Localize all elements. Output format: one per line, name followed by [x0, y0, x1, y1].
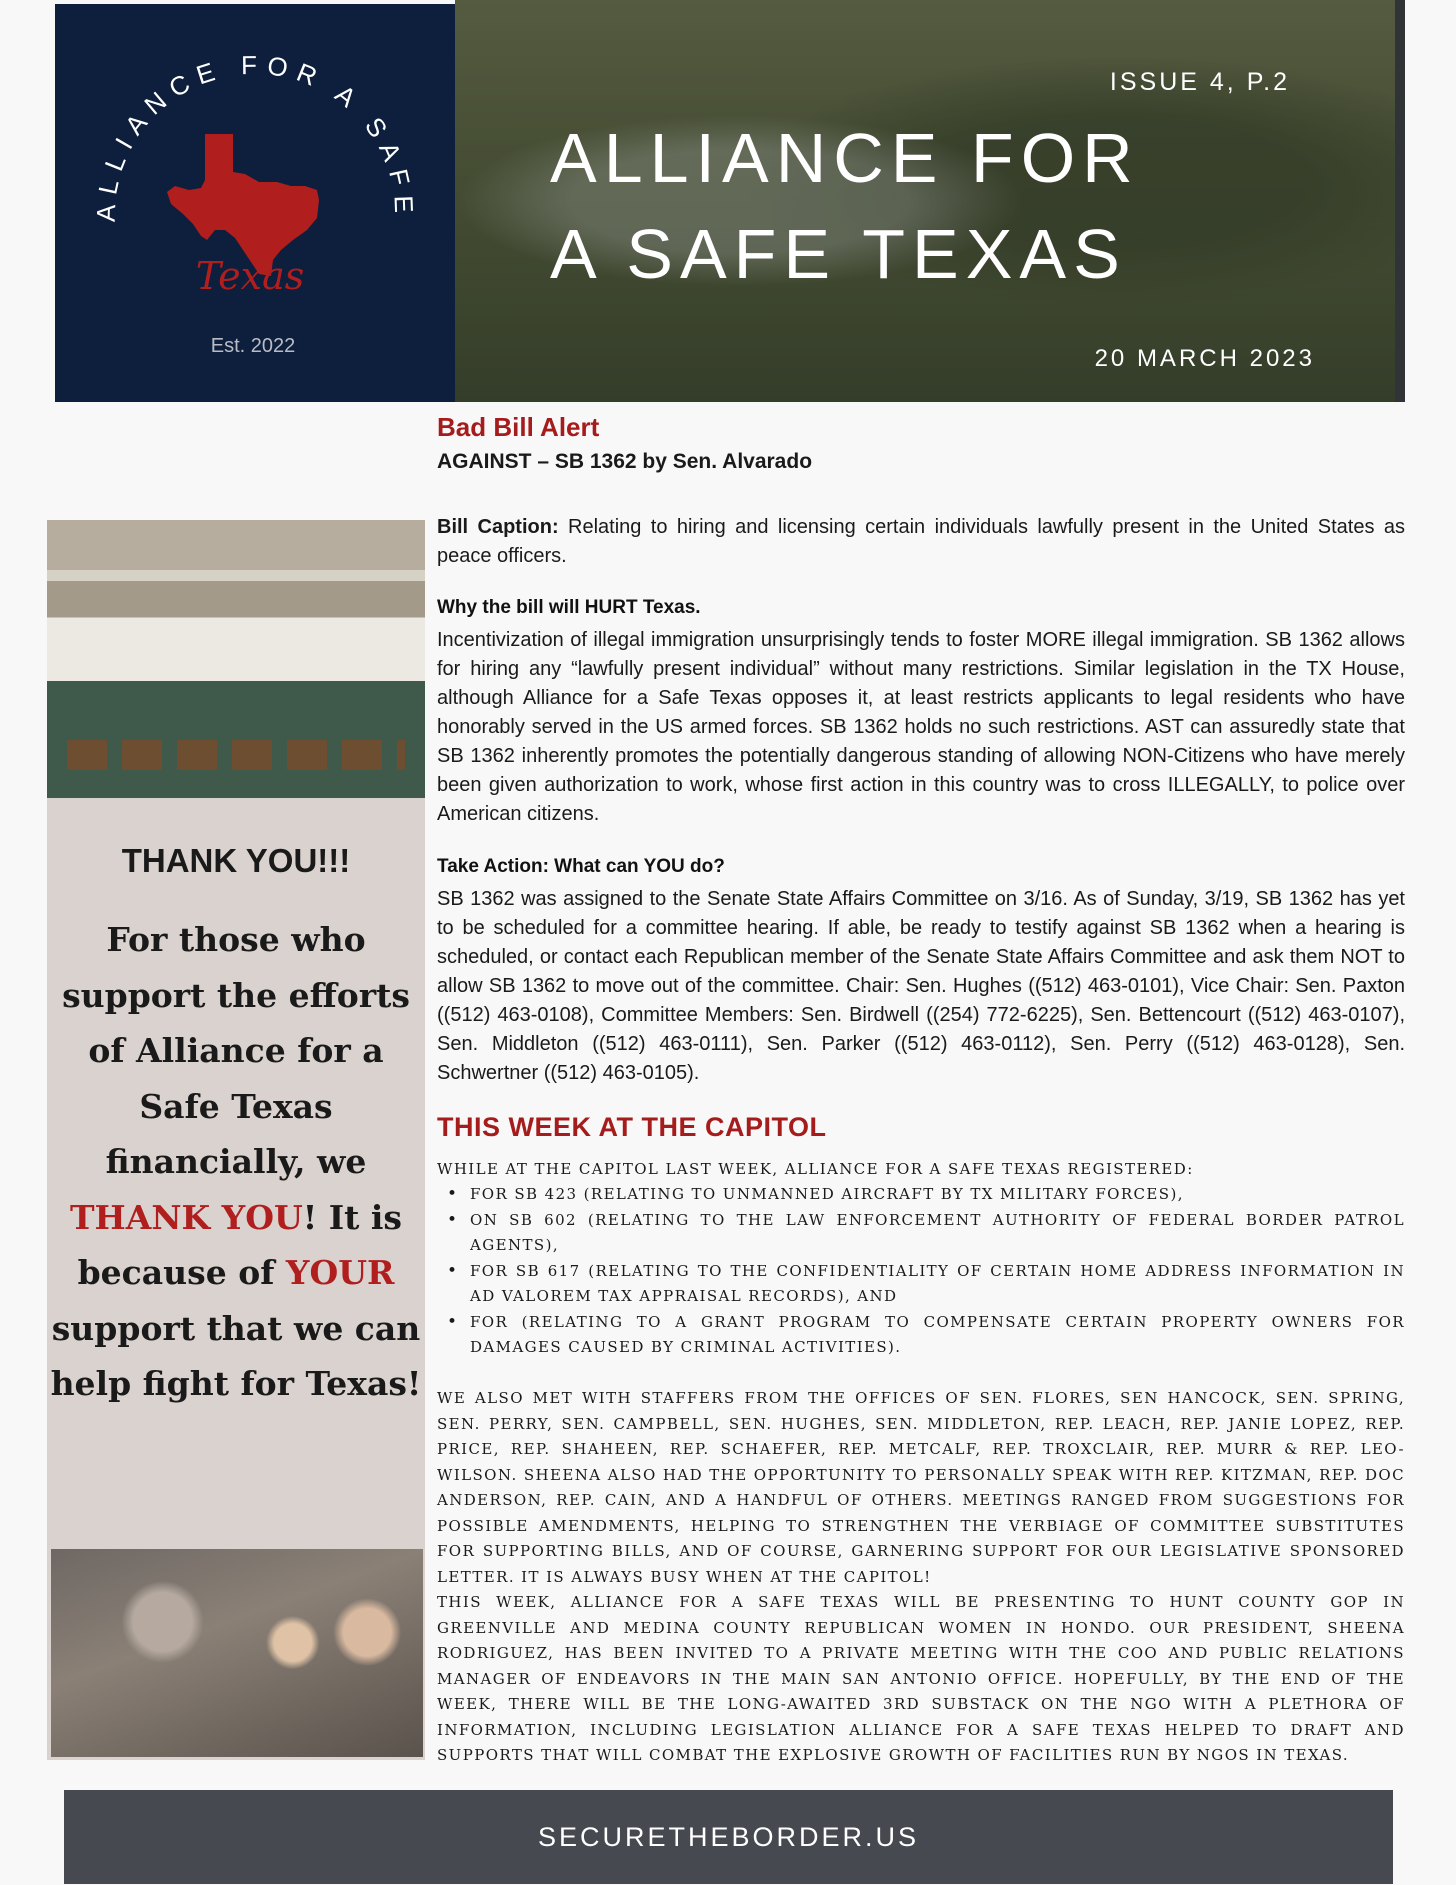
logo: [55, 4, 455, 402]
title-line-2: A SAFE TEXAS: [550, 215, 1127, 293]
bill-caption: [437, 513, 1405, 571]
logo-established: Est. 2022: [210, 335, 296, 357]
thank-you-text-1: For those who support the efforts of Alliance for a Safe Texas financially, we: [62, 920, 410, 1181]
list-item: • ON SB 602 (RELATING TO THE LAW ENFORCEMENT AUTHORITY OF FEDERAL BORDER PATROL AGENTS),: [437, 1208, 1405, 1259]
title-line-1: ALLIANCE FOR: [550, 119, 1140, 197]
bill-caption-text: Relating to hiring and licensing certain individuals lawfully present in the United States as peace officers.: [437, 516, 1406, 567]
list-item: • FOR SB 423 (RELATING TO UNMANNED AIRCRAFT BY TX MILITARY FORCES),: [437, 1182, 1405, 1208]
children-photo: [51, 1549, 423, 1757]
page-header: [55, 0, 1405, 402]
action-heading: Take Action: What can YOU do?: [437, 856, 725, 877]
why-heading: Why the bill will HURT Texas.: [437, 597, 701, 618]
newsletter-title: [550, 110, 1140, 302]
why-paragraph: Incentivization of illegal immigration unsurprisingly tends to foster MORE illegal immigration. SB 1362 allows for hiring any “lawfully present individual” without many restrictions. Similar legislation in the TX House, although Alliance for a Safe Texas opposes it, at least restricts applicants to legal residents who have honorably served in the US armed forces. SB 1362 holds no such restrictions. AST can assuredly state that SB 1362 inherently promotes the potentially dangerous standing of allowing NON-Citizens who have merely been given authorization to work, whose first action in this country was to cross ILLEGALLY, to police over American citizens.: [437, 629, 1405, 825]
thank-you-message: [47, 912, 425, 1412]
header-photo: [455, 0, 1405, 402]
your-emphasis: YOUR: [285, 1253, 395, 1292]
thank-you-emphasis: THANK YOU: [69, 1197, 303, 1237]
thank-you-text-2: ! It is because of: [77, 1197, 403, 1292]
thank-you-text-3: support that we can help fight for Texas!: [50, 1308, 422, 1403]
alert-subtitle: AGAINST – SB 1362 by Sen. Alvarado: [437, 450, 813, 473]
list-item: • FOR (RELATING TO A GRANT PROGRAM TO COMPENSATE CERTAIN PROPERTY OWNERS FOR DAMAGES CAUSED BY CRIMINAL ACTIVITIES).: [437, 1310, 1405, 1361]
action-paragraph: SB 1362 was assigned to the Senate State Affairs Committee on 3/16. As of Sunday, 3/19, SB 1362 has yet to be scheduled for a committee hearing. If able, be ready to testify against SB 1362 when a hearing is scheduled, or contact each Republican member of the Senate State Affairs Committee and ask them NOT to allow SB 1362 to move out of the committee. Chair: Sen. Hughes ((512) 463-0101), Vice Chair: Sen. Paxton ((512) 463-0108), Committee Members: Sen. Birdwell ((254) 772-6225), Sen. Bettencourt ((512) 463-0107), Sen. Middleton ((512) 463-0111), Sen. Parker ((512) 463-0112), Sen. Perry ((512) 463-0128), Sen. Schwertner ((512) 463-0105).: [437, 888, 1405, 1084]
registered-bills-list: [437, 1182, 1405, 1361]
issue-number: ISSUE 4, P.2: [1109, 68, 1290, 96]
logo-graphic: [55, 4, 455, 402]
senate-chamber-photo: [47, 520, 425, 798]
meetings-paragraph: WE ALSO MET WITH STAFFERS FROM THE OFFICES OF SEN. FLORES, SEN HANCOCK, SEN. SPRING, SEN. PERRY, SEN. CAMPBELL, SEN. HUGHES, SEN. MIDDLETON, REP. LEACH, REP. JANIE LOPEZ, REP. PRICE, REP. SHAHEEN, REP. SCHAEFER, REP. METCALF, REP. TROXCLAIR, REP. MURR & REP. LEO-WILSON. SHEENA ALSO HAD THE OPPORTUNITY TO PERSONALLY SPEAK WITH REP. KITZMAN, REP. DOC ANDERSON, REP. CAIN, AND A HANDFUL OF OTHERS. MEETINGS RANGED FROM SUGGESTIONS FOR POSSIBLE AMENDMENTS, HELPING TO STRENGTHEN THE VERBIAGE OF COMMITTEE SUBSTITUTES FOR SUPPORTING BILLS, AND OF COURSE, GARNERING SUPPORT FOR OUR LEGISLATIVE SPONSORED LETTER. IT IS ALWAYS BUSY WHEN AT THE CAPITOL!: [437, 1389, 1405, 1586]
logo-arc-text: ALLIANCE FOR A SAFE: [90, 49, 420, 223]
capitol-intro: WHILE AT THE CAPITOL LAST WEEK, ALLIANCE FOR A SAFE TEXAS REGISTERED:: [437, 1160, 1194, 1178]
list-item: • FOR SB 617 (RELATING TO THE CONFIDENTIALITY OF CERTAIN HOME ADDRESS INFORMATION IN AD VALOREM TAX APPRAISAL RECORDS), AND: [437, 1259, 1405, 1310]
logo-texas-word: Texas: [195, 254, 305, 298]
website-link[interactable]: SECURETHEBORDER.US: [537, 1821, 920, 1852]
footer-bar: [64, 1790, 1393, 1884]
capitol-heading: THIS WEEK AT THE CAPITOL: [437, 1112, 827, 1142]
bill-caption-label: Bill Caption:: [437, 516, 559, 538]
alert-title: Bad Bill Alert: [437, 412, 600, 442]
thank-you-heading: THANK YOU!!!: [121, 842, 351, 879]
this-week-paragraph: THIS WEEK, ALLIANCE FOR A SAFE TEXAS WILL BE PRESENTING TO HUNT COUNTY GOP IN GREENVILLE AND MEDINA COUNTY REPUBLICAN WOMEN IN HONDO. OUR PRESIDENT, SHEENA RODRIGUEZ, HAS BEEN INVITED TO A PRIVATE MEETING WITH THE COO AND PUBLIC RELATIONS MANAGER OF ENDEAVORS IN THE MAIN SAN ANTONIO OFFICE. HOPEFULLY, BY THE END OF THE WEEK, THERE WILL BE THE LONG-AWAITED 3RD SUBSTACK ON THE NGO WITH A PLETHORA OF INFORMATION, INCLUDING LEGISLATION ALLIANCE FOR A SAFE TEXAS HELPED TO DRAFT AND SUPPORTS THAT WILL COMBAT THE EXPLOSIVE GROWTH OF FACILITIES RUN BY NGOS IN TEXAS.: [437, 1593, 1405, 1764]
capitol-updates: [437, 1386, 1405, 1769]
issue-date: 20 MARCH 2023: [1094, 345, 1315, 372]
